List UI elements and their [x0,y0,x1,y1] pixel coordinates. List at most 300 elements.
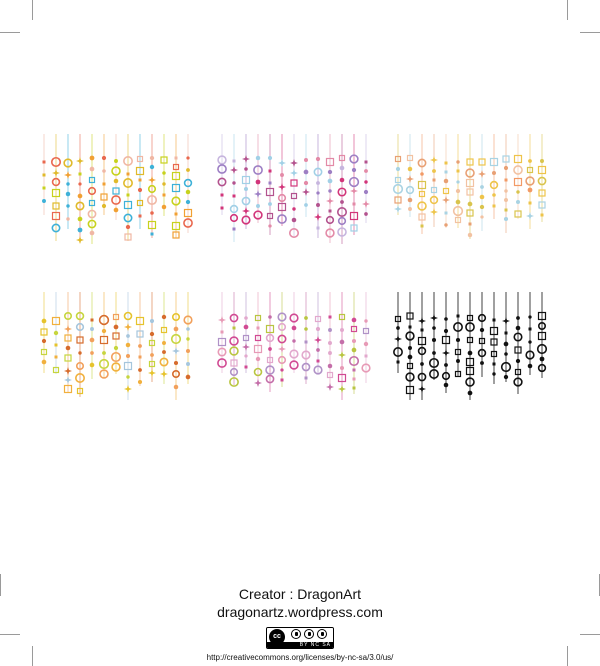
dot-bead [328,341,332,345]
dot-bead [78,228,83,233]
dot-bead [150,156,154,160]
filled-square-bead [329,316,332,319]
dot-bead [504,166,508,170]
star-bead [172,347,180,355]
dot-bead [268,202,272,206]
dot-bead [150,353,154,357]
dot-bead [304,170,309,175]
dot-bead [528,188,533,193]
star-bead [430,314,438,322]
filled-square-bead [43,161,46,164]
dot-bead [340,178,345,183]
star-bead [254,379,262,387]
dot-bead [516,359,520,363]
dot-bead [432,351,436,355]
filled-square-bead [493,363,496,366]
hanging-strands-icon [216,130,376,260]
dot-bead [468,233,472,237]
filled-square-bead [505,332,508,335]
dot-bead [304,203,308,207]
filled-square-bead [43,187,46,190]
star-bead [442,196,450,204]
hanging-strands-icon [392,130,552,260]
panel-multicolor-top-left [38,130,198,260]
dot-bead [408,355,413,360]
dot-bead [78,194,83,199]
cc-logo-icon: cc [269,629,285,645]
filled-square-bead [529,328,532,331]
dot-bead [256,204,260,208]
crop-mark-top-right-v [567,0,568,20]
filled-square-bead [353,378,356,381]
dot-bead [268,347,272,351]
filled-square-bead [79,173,82,176]
dot-bead [364,319,367,322]
filled-square-bead [317,360,320,363]
star-bead [64,171,72,179]
dot-bead [162,350,166,354]
dot-bead [468,202,473,207]
dot-bead [150,319,154,323]
filled-square-bead [269,182,272,185]
dot-bead [432,169,436,173]
filled-square-bead [175,213,178,216]
dot-bead [408,167,413,172]
star-bead [254,190,262,198]
dot-bead [528,340,531,343]
dot-bead [268,156,272,160]
filled-square-bead [317,227,320,230]
attribution-icon [291,629,301,639]
dot-bead [456,200,461,205]
star-bead [76,236,84,244]
dot-bead [162,341,166,345]
dot-bead [150,211,154,215]
crop-mark-top-left-h [0,32,20,33]
star-bead [242,207,250,215]
star-bead [148,369,156,377]
dot-bead [528,159,532,163]
dot-bead [396,167,400,171]
dot-bead [114,325,119,330]
dot-bead [292,326,297,331]
dot-bead [244,316,248,320]
dot-bead [456,338,460,342]
star-bead [124,323,132,331]
dot-bead [90,351,94,355]
filled-square-bead [281,379,284,382]
star-bead [314,213,322,221]
dot-bead [456,189,460,193]
dot-bead [468,351,473,356]
filled-square-bead [221,331,224,334]
filled-square-bead [421,225,424,228]
dot-bead [162,182,165,185]
dot-bead [364,190,368,194]
dot-bead [78,351,81,354]
dot-bead [528,315,531,318]
dot-bead [42,319,47,324]
filled-square-bead [233,327,236,330]
dot-bead [504,375,508,379]
filled-square-bead [151,233,154,236]
dot-bead [340,340,345,345]
star-bead [64,376,72,384]
share-alike-icon [317,629,327,639]
star-bead [394,335,402,343]
hanging-strands-icon [216,288,376,418]
hanging-strands-icon [392,288,552,418]
dot-bead [480,185,484,189]
dot-bead [150,165,154,169]
dot-bead [244,354,247,357]
dot-bead [280,173,284,177]
dot-bead [90,338,95,343]
dot-bead [102,329,106,333]
filled-square-bead [139,356,142,359]
dot-bead [516,316,520,320]
dot-bead [316,203,320,207]
dot-bead [174,327,179,332]
filled-square-bead [221,194,224,197]
dot-bead [492,372,495,375]
dot-bead [340,328,344,332]
dot-bead [102,156,106,160]
dot-bead [114,346,118,350]
dot-bead [444,363,448,367]
dot-bead [90,167,95,172]
filled-square-bead [529,202,532,205]
star-bead [338,351,346,359]
dot-bead [408,346,412,350]
dot-bead [126,343,130,347]
filled-square-bead [233,195,236,198]
dot-bead [540,357,545,362]
dot-bead [328,189,331,192]
filled-square-bead [269,170,272,173]
dot-bead [292,207,295,210]
dot-bead [432,338,436,342]
filled-square-bead [127,194,130,197]
dot-bead [340,366,344,370]
dot-bead [268,224,271,227]
dot-bead [304,181,308,185]
dot-bead [480,328,484,332]
dot-bead [90,156,95,161]
star-bead [148,176,156,184]
dot-bead [328,364,333,369]
star-bead [326,383,334,391]
dot-bead [516,326,521,331]
dot-bead [504,342,509,347]
star-bead [218,316,226,324]
dot-bead [540,159,544,163]
star-bead [278,159,286,167]
filled-square-bead [433,179,436,182]
dot-bead [408,198,413,203]
dot-bead [186,168,190,172]
website-link[interactable]: dragonartz.wordpress.com [217,604,383,620]
dot-bead [492,193,496,197]
dot-bead [352,168,356,172]
dot-bead [42,360,47,365]
filled-square-bead [505,209,508,212]
dot-bead [328,179,333,184]
filled-square-bead [445,171,448,174]
filled-square-bead [353,369,356,372]
dot-bead [364,180,367,183]
dot-bead [256,156,260,160]
dot-bead [420,172,424,176]
filled-square-bead [469,223,472,226]
dot-bead [340,200,344,204]
dot-bead [340,166,345,171]
filled-square-bead [103,183,106,186]
dot-bead [456,180,459,183]
dot-bead [138,368,142,372]
dot-bead [138,188,142,192]
dot-bead [468,391,473,396]
panel-black-bottom-right [392,288,552,418]
dot-bead [162,315,166,319]
dot-bead [364,342,368,346]
dot-bead [138,344,142,348]
dot-bead [304,316,308,320]
dot-bead [114,159,118,163]
star-bead [442,349,450,357]
crop-mark-top-right-h [580,32,600,33]
dot-bead [186,156,189,159]
dot-bead [480,215,483,218]
dot-bead [444,223,447,226]
star-bead [230,166,238,174]
dot-bead [516,190,519,193]
dot-bead [78,217,83,222]
dot-bead [102,204,106,208]
dot-bead [516,200,520,204]
dot-bead [78,182,81,185]
dot-bead [126,334,130,338]
dot-bead [480,195,485,200]
dot-bead [480,361,484,365]
dot-bead [444,317,448,321]
dot-bead [292,339,295,342]
dot-bead [444,383,449,388]
star-bead [124,385,132,393]
star-bead [160,370,168,378]
panel-magenta-olive-bottom-center [216,288,376,418]
dot-bead [66,346,71,351]
star-bead [290,169,298,177]
filled-square-bead [139,179,142,182]
filled-square-bead [233,228,236,231]
panel-yellow-orange-bottom-left [38,288,198,418]
filled-square-bead [505,179,508,182]
filled-square-bead [445,212,448,215]
filled-square-bead [175,157,178,160]
license-url-link[interactable]: http://creativecommons.org/licenses/by-nc-sa/3.0/us/ [206,653,394,662]
star-bead [52,169,60,177]
filled-square-bead [43,174,46,177]
star-bead [302,188,310,196]
dot-bead [504,198,508,202]
dot-bead [244,167,248,171]
dot-bead [256,357,260,361]
star-bead [242,155,250,163]
panel-pink-violet-top-center [216,130,376,260]
filled-square-bead [541,214,544,217]
filled-square-bead [221,207,224,210]
dot-bead [420,362,424,366]
filled-square-bead [457,315,460,318]
filled-square-bead [457,170,460,173]
star-bead [430,208,438,216]
filled-square-bead [245,366,248,369]
filled-square-bead [91,319,94,322]
dot-bead [444,329,448,333]
dot-bead [66,182,69,185]
dot-bead [480,205,484,209]
filled-square-bead [305,377,308,380]
dot-bead [492,171,496,175]
star-bead [362,200,370,208]
star-bead [64,367,72,375]
star-bead [278,183,286,191]
dot-bead [504,352,508,356]
dot-bead [126,225,130,229]
dot-bead [316,327,320,331]
filled-square-bead [305,341,308,344]
filled-square-bead [353,387,356,390]
creative-commons-badge[interactable] [266,627,334,649]
dot-bead [280,368,283,371]
dot-bead [186,362,190,366]
noncommercial-icon [304,629,314,639]
dot-bead [316,157,320,161]
star-bead [406,175,414,183]
hanging-strands-icon [38,130,198,260]
filled-square-bead [421,329,424,332]
star-bead [64,325,72,333]
filled-square-bead [127,173,130,176]
star-bead [526,212,534,220]
dot-bead [162,171,166,175]
star-bead [290,159,298,167]
dot-bead [102,351,106,355]
creator-text: Creator : DragonArt [238,586,362,602]
dot-bead [328,170,332,174]
star-bead [338,385,346,393]
filled-square-bead [55,356,58,359]
filled-square-bead [55,344,58,347]
dot-bead [162,205,167,210]
dot-bead [352,348,357,353]
filled-square-bead [233,160,236,163]
dot-bead [316,348,320,352]
star-bead [478,170,486,178]
dot-bead [138,380,142,384]
star-bead [242,343,250,351]
filled-square-bead [139,215,142,218]
filled-square-bead [397,361,400,364]
dot-bead [126,375,129,378]
filled-square-bead [365,355,368,358]
dot-bead [244,325,249,330]
dot-bead [456,160,459,163]
filled-square-bead [353,203,356,206]
dot-bead [42,199,46,203]
star-bead [394,205,402,213]
star-bead [76,157,84,165]
dot-bead [256,180,261,185]
dot-bead [66,192,70,196]
dot-bead [304,327,308,331]
dot-bead [364,212,368,216]
dot-bead [90,231,95,236]
star-bead [278,345,286,353]
filled-square-bead [409,326,412,329]
dot-bead [316,181,320,185]
credits-block [0,586,600,663]
filled-square-bead [493,205,496,208]
dot-bead [396,326,400,330]
dot-bead [268,315,272,319]
dot-bead [186,327,190,331]
star-bead [502,317,510,325]
dot-bead [244,187,248,191]
filled-square-bead [445,162,448,165]
dot-bead [456,359,460,363]
dot-bead [316,191,319,194]
dot-bead [186,337,189,340]
hanging-strands-icon [38,288,198,418]
dot-bead [186,375,191,380]
filled-square-bead [493,319,496,322]
dot-bead [126,354,130,358]
dot-bead [174,361,178,365]
dot-bead [232,181,235,184]
dot-bead [90,363,95,368]
dot-bead [186,200,190,204]
filled-square-bead [257,327,260,330]
dot-bead [102,169,106,173]
dot-bead [66,204,69,207]
dot-bead [504,189,507,192]
dot-bead [42,339,46,343]
star-bead [418,385,426,393]
filled-square-bead [329,210,332,213]
dot-bead [432,326,436,330]
dot-bead [328,351,332,355]
dot-bead [504,217,508,221]
filled-square-bead [163,194,166,197]
dot-bead [328,328,332,332]
dot-bead [186,190,190,194]
filled-square-bead [365,161,368,164]
panel-pastel-top-right [392,130,552,260]
badge-terms: BY NC SA [267,642,333,648]
dot-bead [304,158,308,162]
dot-bead [174,385,179,390]
dot-bead [352,318,357,323]
dot-bead [528,364,533,369]
dot-bead [408,207,412,211]
star-bead [430,156,438,164]
dot-bead [444,179,448,183]
dot-bead [150,332,154,336]
star-bead [418,317,426,325]
dot-bead [54,331,58,335]
